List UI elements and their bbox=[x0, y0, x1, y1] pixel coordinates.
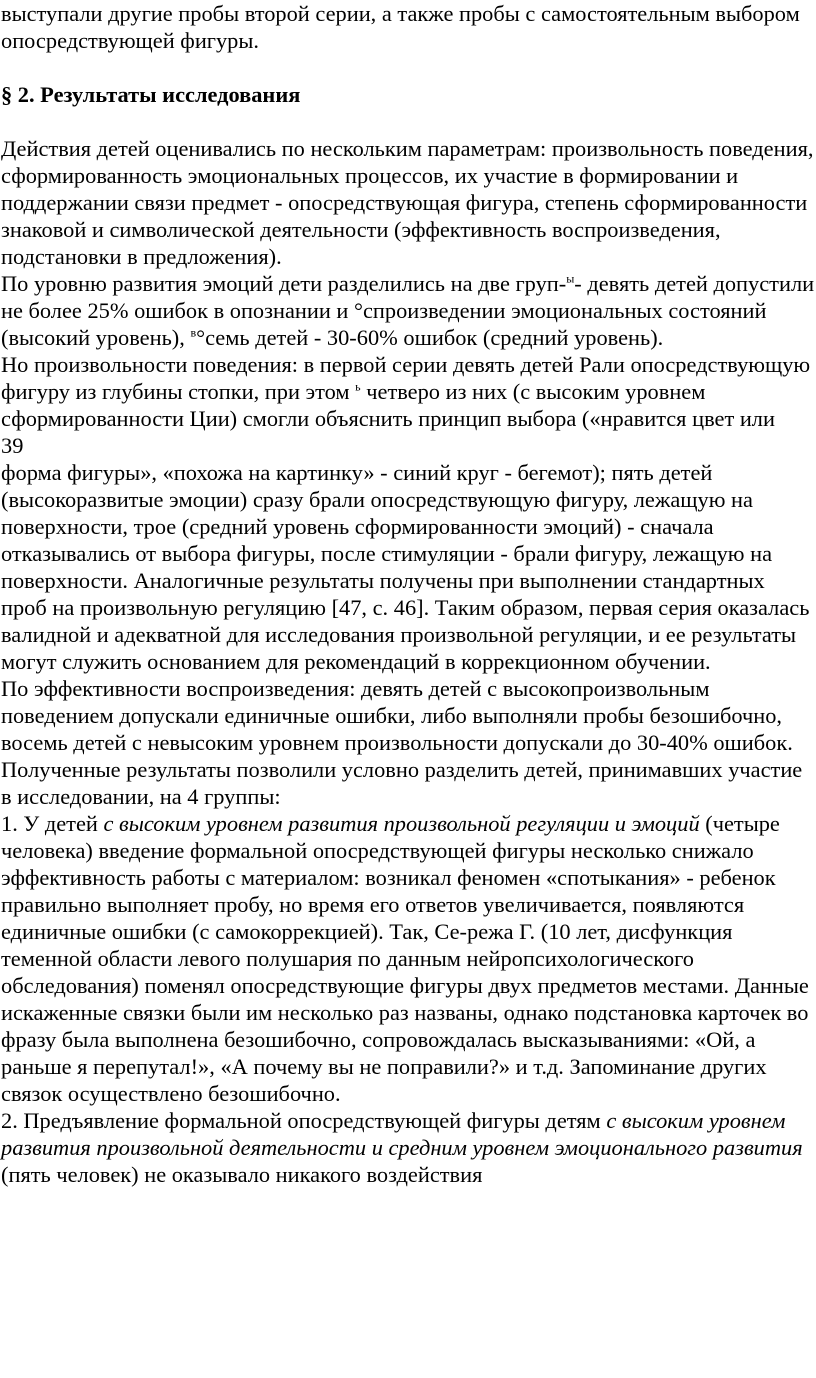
text-run: (пять человек) не оказывало никакого воздействия bbox=[1, 1162, 483, 1187]
text-run: По уровню развития эмоций дети разделились на две груп- bbox=[1, 271, 567, 296]
text-run: - девять детей допустили не более 25% ошибок в опознании и °спроизведении эмоциональных состояний (высокий уровень), bbox=[1, 271, 815, 350]
italic-text-run: с высоким уровнем развития произвольной регуляции и эмоций bbox=[103, 811, 700, 836]
volition-paragraph bbox=[1, 351, 816, 432]
superscript-mark: в bbox=[190, 325, 197, 340]
reproduction-paragraph: По эффективности воспроизведения: девять детей с высокопроизвольным поведением допускали единичные ошибки, либо выполняли пробы безошибочно, восемь детей с невысоким уровнем произвольности допускали до 30-40% ошибок. bbox=[1, 676, 793, 755]
group-2-paragraph bbox=[1, 1107, 816, 1188]
superscript-mark: ь bbox=[355, 379, 361, 394]
spacer bbox=[1, 54, 816, 81]
continuation-paragraph: форма фигуры», «похожа на картинку» - синий круг - бегемот); пять детей (высокоразвитые эмоции) сразу брали опосредствующую фигуру, лежащую на поверхности, трое (средний уровень сформированности эмоций) - сначала отказывались от выбора фигуры, после стимуляции - брали фигуру, лежащую на поверхности. Аналогичные результаты получены при выполнении стандартных проб на произвольную регуляцию [47, с. 46]. Таким образом, первая серия оказалась валидной и адекватной для исследования произвольной регуляции, и ее результаты могут служить основанием для рекомендаций в коррекционном обучении. bbox=[1, 460, 810, 674]
text-run: 2. Предъявление формальной опосредствующей фигуры детям bbox=[1, 1108, 607, 1133]
groups-paragraph: Полученные результаты позволили условно разделить детей, принимавших участие в исследовании, на 4 группы: bbox=[1, 757, 803, 809]
text-run: четверо из них (с высоким уровнем сформированности Ции) смогли объяснить принцип выбора («нравится цвет или bbox=[1, 379, 775, 431]
italic-text-run: с высоким уровнем развития произвольной деятельности и средним уровнем эмоционального развития bbox=[1, 1108, 803, 1160]
section-heading: § 2. Результаты исследования bbox=[1, 82, 301, 107]
criteria-paragraph: Действия детей оценивались по нескольким параметрам: произвольность поведения, сформированность эмоциональных процессов, их участие в формировании и поддержании связи предмет - опосредствующая фигура, степень сформированности знаковой и символической деятельности (эффективность воспроизведения, подстановки в предложения). bbox=[1, 136, 814, 269]
group-1-paragraph bbox=[1, 810, 816, 1107]
text-run: 1. У детей bbox=[1, 811, 104, 836]
page-number: 39 bbox=[1, 433, 24, 458]
text-run: °семь детей - 30-60% ошибок (средний уровень). bbox=[196, 325, 664, 350]
intro-paragraph: выступали другие пробы второй серии, а также пробы с самостоятельным выбором опосредствующей фигуры. bbox=[1, 1, 800, 53]
emotions-paragraph bbox=[1, 270, 816, 351]
spacer bbox=[1, 108, 816, 135]
superscript-mark: ы bbox=[566, 271, 575, 286]
text-run: Но произвольности поведения: в первой серии девять детей Рали опосредствующую фигуру из глубины стопки, при этом bbox=[1, 352, 811, 404]
text-run: (четыре человека) введение формальной опосредствующей фигуры несколько снижало эффективность работы с материалом: возникал феномен «спотыкания» - ребенок правильно выполняет пробу, но время его ответов увеличивается, появляются единичные ошибки (с самокоррекцией). Так, Се-режа Г. (10 лет, дисфункция теменной области левого полушария по данным нейропсихологического обследования) поменял опосредствующие фигуры двух предметов местами. Данные искаженные связки были им несколько раз названы, однако подстановка карточек во фразу была выполнена безошибочно, сопровождалась высказываниями: «Ой, а раньше я перепутал!», «А почему вы не поправили?» и т.д. Запоминание других связок осуществлено безошибочно. bbox=[1, 811, 809, 1106]
